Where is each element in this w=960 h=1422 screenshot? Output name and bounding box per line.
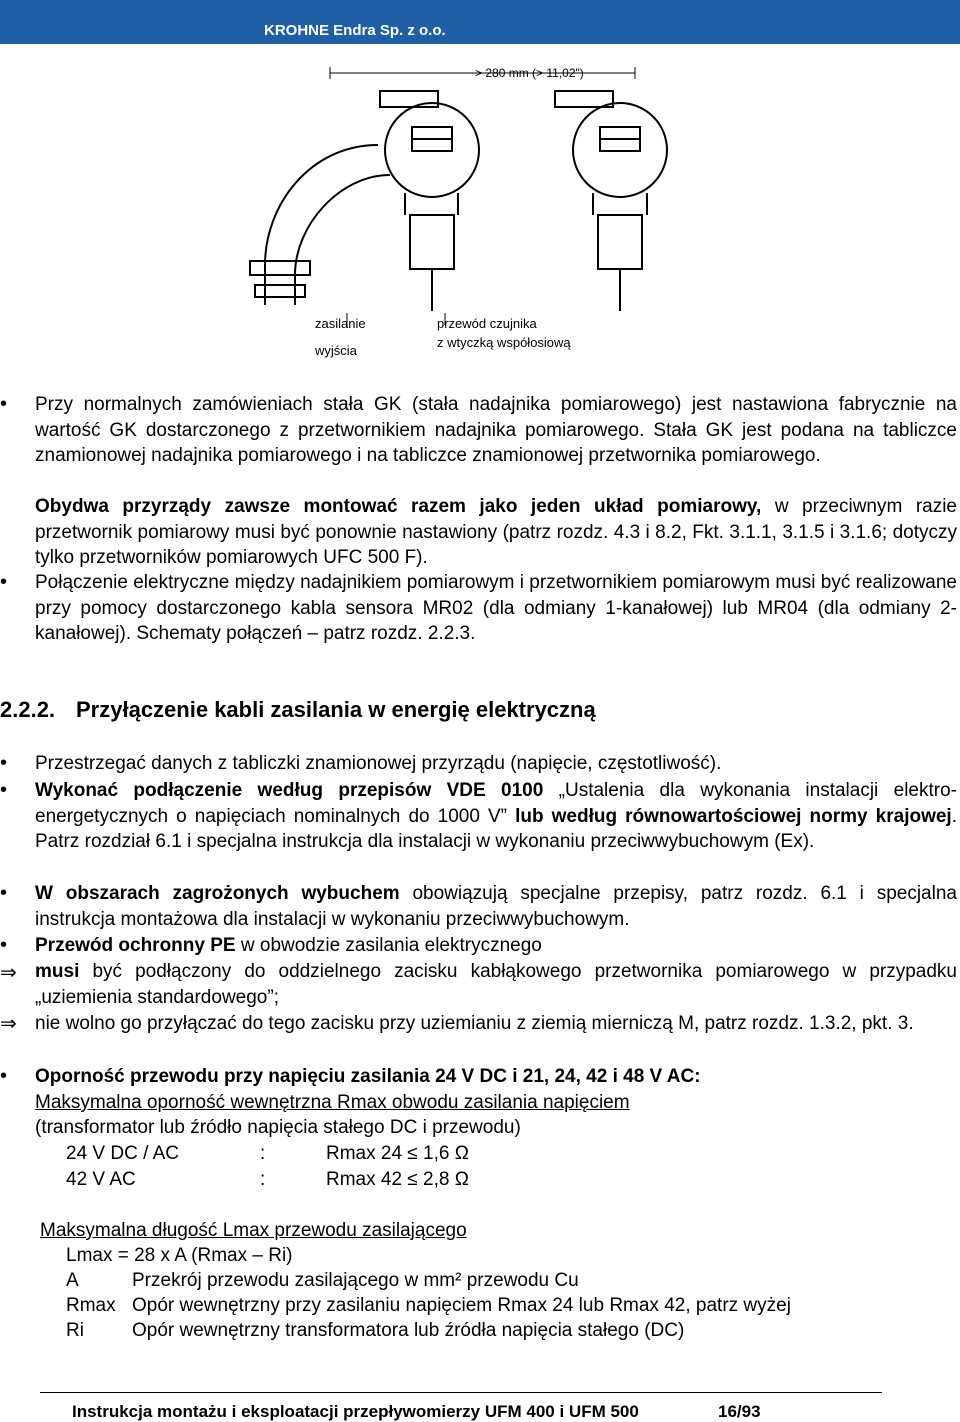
paragraph-bold: Obydwa przyrządy zawsze montować razem jako jeden układ pomiarowy, [35, 496, 762, 517]
paragraph-text: obowiązują specjalne przepisy, patrz rozdz. 6.1 i specjalna instrukcja montażowa dla instalacji w wykonaniu przeciwwybuchowym. [35, 883, 957, 930]
rmax-note: (transformator lub źródło napięcia stałego DC i przewodu) [35, 1117, 521, 1138]
section-title: Przyłączenie kabli zasilania w energię elektryczną [76, 697, 596, 722]
arrow-marker: ⇒ [0, 960, 17, 984]
page-header [0, 0, 960, 44]
paragraph-text: Połączenie elektryczne między nadajnikiem pomiarowym i przetwornikiem pomiarowym musi być realizowane przy pomocy dostarczonego kabla sensora MR02 (dla odmiany 1-kanałowej) lub MR04 (dla odmiany 2-kanałowej). Schematy połączeń – patrz rozdz. 2.2.3. [35, 572, 957, 645]
bullet-marker: • [0, 779, 8, 801]
def-symbol: Ri [66, 1320, 84, 1341]
paragraph-hazardous [35, 881, 957, 932]
footer-page-number: 16/93 [718, 1402, 761, 1421]
bullet-marker: • [0, 752, 8, 774]
paragraph-pe-must-not [35, 1011, 957, 1037]
paragraph-electrical-connection [35, 570, 957, 647]
rmax-row2-colon: : [260, 1169, 266, 1190]
rmax-row1-label: 24 V DC / AC [66, 1143, 179, 1164]
bullet-marker: • [0, 1065, 8, 1087]
paragraph-text: nie wolno go przyłączać do tego zacisku przy uziemianiu z ziemią mierniczą M, patrz rozdz. 1.3.2, pkt. 3. [35, 1013, 914, 1034]
rmax-row1-value: Rmax 24 ≤ 1,6 Ω [326, 1143, 469, 1164]
lmax-heading: Maksymalna długość Lmax przewodu zasilającego [40, 1220, 467, 1241]
lmax-formula: Lmax = 28 x A (Rmax – Ri) [66, 1245, 293, 1266]
label-power-line1: zasilanie [315, 316, 366, 331]
paragraph-bold: Przewód ochronny PE [35, 935, 236, 956]
paragraph-text: w obwodzie zasilania elektrycznego [235, 935, 542, 956]
paragraph-pe-conductor [35, 933, 957, 959]
label-power-line2: wyjścia [315, 343, 357, 358]
paragraph-mount-together [35, 494, 957, 571]
paragraph-bold: musi [35, 961, 80, 982]
paragraph-resistance [35, 1064, 957, 1090]
paragraph-text: „Ustalenia dla wykonania instalacji elektro-energetycznych o napięciach nominalnych do 1000 V” [35, 780, 957, 827]
def-symbol: Rmax [66, 1295, 116, 1316]
label-sensor-line1: przewód czujnika [437, 316, 537, 331]
paragraph-text: . Patrz rozdział 6.1 i specjalna instrukcja dla instalacji w wykonaniu przeciwwybuchowym (Ex). [35, 805, 957, 853]
def-symbol: A [66, 1270, 79, 1291]
rmax-row1-colon: : [260, 1143, 266, 1164]
footer-title: Instrukcja montażu i eksploatacji przepływomierzy UFM 400 i UFM 500 [72, 1402, 639, 1421]
def-text: Przekrój przewodu zasilającego w mm² przewodu Cu [132, 1270, 579, 1291]
paragraph-vde [35, 778, 957, 855]
paragraph-gk-constant [35, 392, 957, 469]
paragraph-text: być podłączony do oddzielnego zacisku kabłąkowego przetwornika pomiarowego w przypadku „uziemienia standardowego”; [35, 961, 957, 1008]
def-text: Opór wewnętrzny transformatora lub źródła napięcia stałego (DC) [132, 1320, 685, 1341]
paragraph-bold: Oporność przewodu przy napięciu zasilania 24 V DC i 21, 24, 42 i 48 V AC: [35, 1066, 701, 1087]
def-text: Opór wewnętrzny przy zasilaniu napięciem Rmax 24 lub Rmax 42, patrz wyżej [132, 1295, 791, 1316]
label-sensor-line2: z wtyczką współosiową [437, 335, 571, 350]
paragraph-nameplate [35, 751, 957, 777]
bullet-marker: • [0, 393, 8, 415]
bullet-marker: • [0, 571, 8, 593]
paragraph-bold: lub według równowartościowej normy krajowej [515, 805, 952, 827]
installation-drawing [150, 55, 800, 370]
paragraph-bold: W obszarach zagrożonych wybuchem [35, 883, 400, 904]
paragraph-text: Przestrzegać danych z tabliczki znamionowej przyrządu (napięcie, częstotliwość). [35, 753, 722, 774]
bullet-marker: • [0, 882, 8, 904]
paragraph-text: Przy normalnych zamówieniach stała GK (stała nadajnika pomiarowego) jest nastawiona fabrycznie na wartość GK dostarczonego z przetwornikiem nadajnika pomiarowego. Stała GK jest podana na tabliczce znamionowej nadajnika pomiarowego i na tabliczce znamionowej przetwornika pomiarowego. [35, 394, 957, 467]
rmax-row2-value: Rmax 42 ≤ 2,8 Ω [326, 1169, 469, 1190]
dimension-label: > 280 mm (> 11,02") [475, 66, 584, 80]
rmax-heading: Maksymalna oporność wewnętrzna Rmax obwodu zasilania napięciem [35, 1092, 630, 1113]
arrow-marker: ⇒ [0, 1011, 17, 1035]
paragraph-bold: Wykonać podłączenie według przepisów VDE 0100 [35, 780, 544, 801]
footer-rule [40, 1392, 882, 1393]
section-number: 2.2.2. [0, 697, 56, 722]
paragraph-pe-must [35, 959, 957, 1010]
company-name: KROHNE Endra Sp. z o.o. [264, 22, 446, 39]
paragraph-text: w przeciwnym razie przetwornik pomiarowy musi być ponownie nastawiony (patrz rozdz. 4.3 i 8.2, Fkt. 3.1.1, 3.1.5 i 3.1.6; dotyczy tylko przetworników pomiarowych UFC 500 F). [35, 496, 958, 569]
rmax-row2-label: 42 V AC [66, 1169, 136, 1190]
bullet-marker: • [0, 934, 8, 956]
